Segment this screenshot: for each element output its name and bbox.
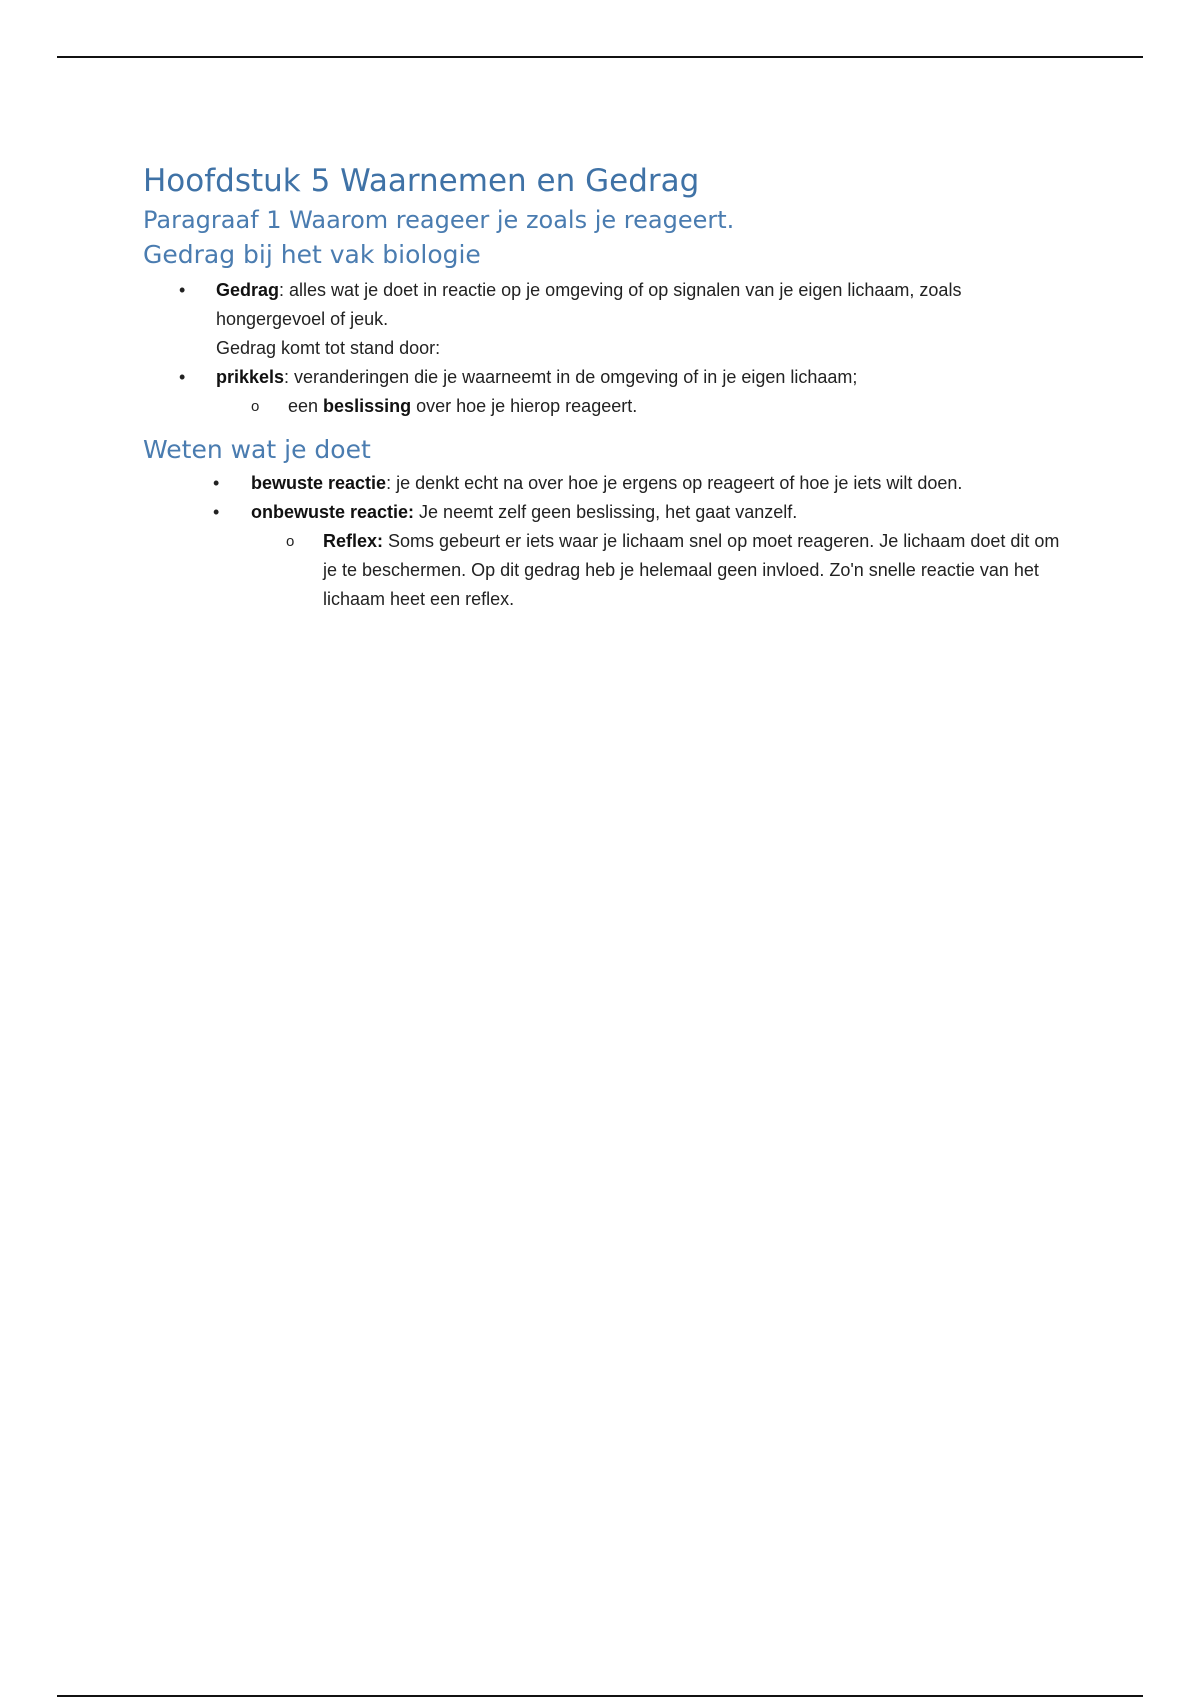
circle-bullet-icon: o (251, 398, 260, 415)
gedrag-note: Gedrag komt tot stand door: (216, 338, 441, 358)
term-onbewuste-reactie: onbewuste reactie: (251, 502, 415, 522)
definition-prikkels: : veranderingen die je waarneemt in de omgeving of in je eigen lichaam; (284, 367, 858, 387)
bullet-icon: • (213, 473, 220, 493)
definition-bewuste-reactie: : je denkt echt na over hoe je ergens op reageert of hoe je iets wilt doen. (386, 473, 963, 493)
chapter-title: Hoofdstuk 5 Waarnemen en Gedrag (143, 163, 700, 199)
paragraph-title: Paragraaf 1 Waarom reageer je zoals je reageert. (143, 206, 735, 234)
term-bewuste-reactie: bewuste reactie (251, 473, 387, 493)
header-rule (57, 56, 1143, 58)
list-item-bewuste-reactie (143, 469, 1063, 498)
footer-rule (57, 1695, 1143, 1697)
section-gedrag-list (143, 276, 1063, 421)
sublist-item-beslissing (143, 392, 1063, 421)
term-gedrag: Gedrag (216, 280, 280, 300)
term-reflex: Reflex: (323, 531, 384, 551)
list-item-onbewuste-reactie (143, 498, 1063, 527)
definition-beslissing: over hoe je hierop reageert. (411, 396, 638, 416)
list-item-gedrag (143, 276, 1063, 363)
bullet-icon: • (179, 280, 186, 300)
sublist-item-reflex (143, 527, 1063, 614)
section-weten-list (143, 469, 1063, 614)
definition-reflex: Soms gebeurt er iets waar je lichaam snel op moet reageren. Je lichaam doet dit om je te beschermen. Op dit gedrag heb je helemaal geen invloed. Zo'n snelle reactie van het lichaam heet een reflex. (323, 531, 1060, 609)
beslissing-prefix: een (288, 396, 324, 416)
term-beslissing: beslissing (323, 396, 412, 416)
section-heading-weten: Weten wat je doet (143, 435, 371, 464)
section-heading-gedrag: Gedrag bij het vak biologie (143, 240, 481, 269)
bullet-icon: • (179, 367, 186, 387)
circle-bullet-icon: o (286, 533, 295, 550)
document-body (143, 160, 1063, 614)
list-item-prikkels (143, 363, 1063, 392)
term-prikkels: prikkels (216, 367, 285, 387)
definition-onbewuste-reactie: Je neemt zelf geen beslissing, het gaat vanzelf. (414, 502, 798, 522)
bullet-icon: • (213, 502, 220, 522)
definition-gedrag: : alles wat je doet in reactie op je omgeving of op signalen van je eigen lichaam, zoals hongergevoel of jeuk. (216, 280, 962, 329)
